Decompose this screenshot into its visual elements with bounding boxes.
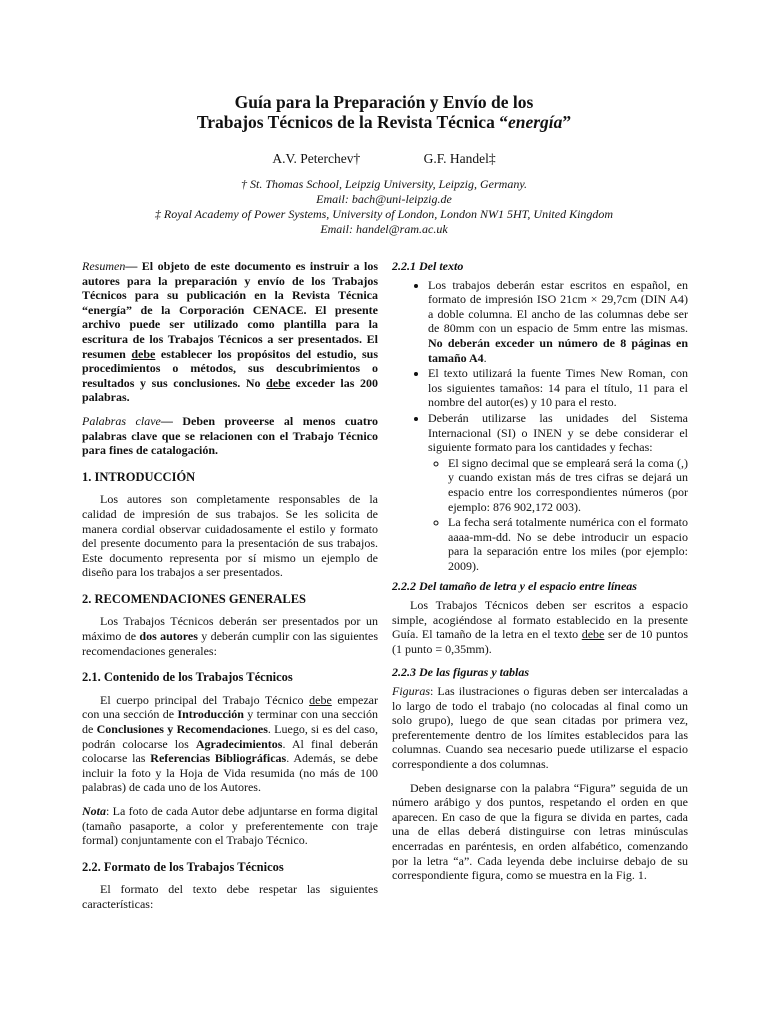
content-text-a: El cuerpo principal del Trabajo Técnico: [100, 692, 310, 707]
abstract: [82, 259, 378, 405]
font-text-b: ser de 10 puntos (1 punto = 0,35mm).: [392, 627, 688, 656]
abstract-text-3: exceder las 200 palabras.: [82, 375, 379, 405]
content-text-d: . Luego, si es del caso, podrán colocarse los: [82, 722, 379, 751]
section-2-2-3-heading: 2.2.3 De las figuras y tablas: [392, 665, 530, 680]
keywords: [82, 414, 378, 458]
section-2-1-heading: 2.1. Contenido de los Trabajos Técnicos: [82, 670, 293, 685]
content-text-b: empezar con una sección de: [82, 692, 378, 722]
rule-3-text: Deberán utilizarse las unidades del Sistema Internacional (SI) o INEN y se debe considerar el siguiente formato para los cantidades y fechas:: [428, 410, 688, 455]
content-intro: Introducción: [177, 707, 244, 722]
section-1-heading: 1. INTRODUCCIÓN: [82, 469, 196, 484]
right-column: [392, 259, 688, 892]
section-2-2-1-heading: 2.2.1 Del texto: [392, 259, 464, 273]
list-item: [428, 411, 688, 574]
authors-line: [0, 151, 768, 167]
format-paragraph: El formato del texto debe respetar las siguientes características:: [82, 882, 378, 911]
rec-bold: dos autores: [139, 629, 198, 644]
title-line-1: Guía para la Preparación y Envío de los: [234, 92, 534, 112]
title-quote-close: ”: [562, 112, 572, 132]
affiliation-2: ‡ Royal Academy of Power Systems, University of London, London NW1 5HT, United Kingdom: [154, 207, 614, 221]
author-2: G.F. Handel‡: [423, 151, 496, 166]
rec-text-a: Los Trabajos Técnicos deberán ser presentados por un máximo de: [82, 614, 378, 644]
content-references: Referencias Bibliográficas: [150, 751, 287, 766]
abstract-text-2: establecer los propósitos del estudio, sus procedimientos o métodos, sus descubrimientos o resultados y sus conclusiones. No: [82, 346, 378, 390]
list-item: • El texto utilizará la fuente Times New Roman, con los siguientes tamaños: 14 para el título, 11 para el nombre del autor(es) y 10 para el resto.: [428, 366, 688, 410]
figures-label: Figuras: [392, 684, 431, 699]
abstract-debe-1: debe: [131, 346, 156, 361]
list-item: [428, 278, 688, 366]
note-label: Nota: [82, 804, 106, 818]
rule-1-text: Los trabajos deberán estar escritos en español, en formato de impresión ISO 21cm × 29,7cm (DIN A4) a doble columna. El ancho de las columnas debe ser de 80mm con un espacio de 5mm entre las mismas.: [428, 277, 688, 336]
content-text-c: y terminar con una sección de: [82, 707, 378, 737]
font-text-a: Los Trabajos Técnicos deben ser escritos a espacio simple, acogiéndose al formato establecido en la presente Guía. El tamaño de la letra en el texto: [392, 598, 688, 642]
content-conclusions: Conclusiones y Recomendaciones: [96, 722, 268, 737]
keywords-text: — Deben proveerse al menos cuatro palabras clave que se relacionen con el Trabajo Técnico para fines de catalogación.: [82, 413, 378, 458]
section-2-2-heading: 2.2. Formato de los Trabajos Técnicos: [82, 859, 284, 874]
abstract-text-1: — El objeto de este documento es instruir a los autores para la preparación y envío de los Trabajos Técnicos para su publicación en la Revista Técnica “energía” de la Corporación CENACE. El presente archivo puede ser utilizado como plantilla para la escritura de los Trabajos Técnicos a ser presentados. El resumen: [82, 259, 378, 361]
paper-title: [0, 92, 768, 132]
figures-naming-paragraph: Deben designarse con la palabra “Figura” seguida de un número arábigo y dos puntos, respetando el orden en que aparecen. En caso de que la figura se divida en partes, cada una de ellas deberá distinguirse con letras minúsculas encerradas en paréntesis, en orden alfabético, comenzando por la letra “a”. Cada leyenda debe incluirse debajo de su correspondiente figura, como se muestra en la Fig. 1.: [392, 780, 688, 883]
rec-text-c: y deberán cumplir con las siguientes recomendaciones generales:: [82, 629, 379, 658]
note-text: : La foto de cada Autor debe adjuntarse en forma digital (tamaño pasaporte, a color y preferentemente con traje formal) conjuntamente con el Trabajo Técnico.: [82, 804, 378, 848]
figures-text: : Las ilustraciones o figuras deben ser intercaladas a lo largo de todo el trabajo (no colocadas al final como un solo grupo), luego de que sean citadas por primera vez, preferentemente dentro de los límites establecidos para las columnas. Cuando sea necesario puede utilizarse el espacio correspondiente a dos columnas.: [392, 684, 688, 771]
figures-paragraph: [392, 684, 688, 772]
title-line-2-text: Trabajos Técnicos de la Revista Técnica “: [196, 112, 508, 132]
sub-list: [428, 456, 688, 574]
intro-paragraph: Los autores son completamente responsables de la calidad de impresión de sus trabajos. Se les solicita de manera cordial observar cuidadosamente el estilo y formato del presente documento para la presentación de sus trabajos. Este documento representa por sí mismo un ejemplo de diseño para los trabajos a ser presentados.: [82, 492, 378, 580]
content-text-e: . Al final deberán colocarse las: [82, 736, 378, 766]
email-2: Email: handel@ram.ac.uk: [320, 222, 448, 236]
content-acknowledgements: Agradecimientos: [195, 736, 283, 751]
author-1: A.V. Peterchev†: [272, 151, 361, 166]
title-line-2: [0, 112, 768, 132]
content-paragraph: [82, 693, 378, 795]
rule-1-bold: No deberán exceder un número de 8 páginas en tamaño A4: [428, 335, 688, 365]
affiliations: [0, 177, 768, 237]
font-debe: debe: [581, 627, 605, 642]
rule-1-end: .: [483, 350, 487, 365]
keywords-label: Palabras clave: [82, 413, 161, 428]
recommendations-paragraph: [82, 614, 378, 658]
note-paragraph: [82, 804, 378, 848]
left-column: [82, 259, 378, 921]
section-2-heading: 2. RECOMENDACIONES GENERALES: [82, 591, 306, 606]
text-rules-list: [392, 278, 688, 574]
affiliation-1: † St. Thomas School, Leipzig University, Leipzig, Germany.: [241, 177, 527, 191]
content-text-f: . Además, se debe incluir la foto y la Hoja de Vida resumida (no más de 100 palabras) de cada uno de los Autores.: [82, 751, 379, 795]
abstract-label: Resumen: [82, 259, 126, 273]
title-journal-name: energía: [507, 112, 563, 132]
section-2-2-2-heading: 2.2.2 Del tamaño de letra y el espacio entre líneas: [392, 579, 637, 594]
sub-list-item: ◦ La fecha será totalmente numérica con el formato aaaa-mm-dd. No se debe introducir un espacio para la separación entre los miles (por ejemplo: 2009).: [448, 515, 688, 573]
font-size-paragraph: [392, 598, 688, 656]
content-debe: debe: [309, 692, 332, 707]
email-1: Email: bach@uni-leipzig.de: [316, 192, 452, 206]
abstract-debe-2: debe: [266, 375, 291, 390]
sub-list-item: ◦ El signo decimal que se empleará será la coma (,) y cuando existan más de tres cifras se dejará un espacio entre los correspondientes números (por ejemplo: 876 902,172 003).: [448, 456, 688, 514]
